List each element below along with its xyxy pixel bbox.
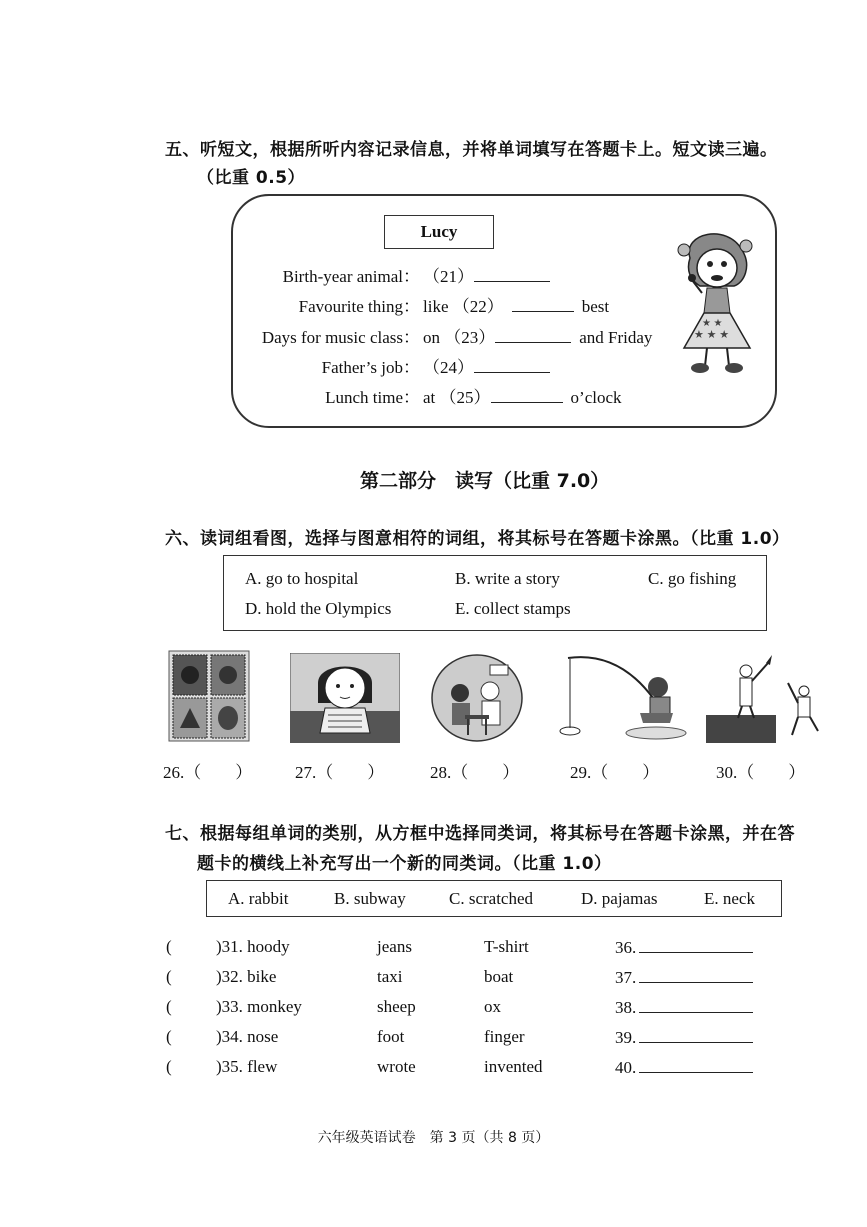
page-footer: 六年级英语试卷 第 3 页（共 8 页）	[317, 1130, 550, 1146]
girl-writing-image	[290, 653, 400, 743]
svg-text:★ ★ ★: ★ ★ ★	[694, 329, 730, 341]
option-b: B. write a story	[455, 569, 560, 588]
stamps-image	[168, 650, 250, 742]
option7-e: E. neck	[704, 889, 755, 908]
row-22: like （22） best	[423, 297, 610, 316]
section7-heading-line2: 题卡的横线上补充写出一个新的同类词。（比重 1.0）	[197, 854, 612, 874]
row-label-22: Favourite thing：	[298, 297, 420, 316]
row-23: on （23） and Friday	[423, 328, 653, 347]
girl-singing-icon	[672, 228, 762, 378]
answer-27: 27.（ ）	[295, 763, 385, 782]
answer-26: 26.（ ）	[163, 763, 253, 782]
section5-weight: （比重 0.5）	[197, 168, 306, 188]
row-label-21: Birth-year animal：	[282, 267, 420, 286]
section6-heading: 六、读词组看图，选择与图意相符的词组，将其标号在答题卡涂黑。（比重 1.0）	[165, 529, 790, 549]
option-d: D. hold the Olympics	[245, 599, 392, 618]
part2-title: 第二部分 读写（比重 7.0）	[360, 470, 610, 492]
option7-a: A. rabbit	[228, 889, 289, 908]
svg-text:★ ★: ★ ★	[702, 318, 723, 329]
row-21: （21）	[423, 262, 550, 287]
row-24: （24）	[423, 353, 550, 378]
option-e: E. collect stamps	[455, 599, 571, 618]
section6-option-box	[223, 555, 767, 631]
option7-c: C. scratched	[449, 889, 534, 908]
olympics-image	[706, 653, 824, 743]
option7-b: B. subway	[334, 889, 406, 908]
option-a: A. go to hospital	[245, 569, 359, 588]
row-label-23: Days for music class：	[261, 328, 420, 347]
answer-29: 29.（ ）	[570, 763, 660, 782]
row-25: at （25） o’clock	[423, 388, 622, 407]
option7-d: D. pajamas	[581, 889, 658, 908]
answer-30: 30.（ ）	[716, 763, 806, 782]
answer-28: 28.（ ）	[430, 763, 520, 782]
section7-heading-line1: 七、根据每组单词的类别，从方框中选择同类词，将其标号在答题卡涂黑，并在答	[165, 824, 795, 844]
section5-heading: 五、听短文，根据所听内容记录信息，并将单词填写在答题卡上。短文读三遍。	[165, 140, 778, 160]
row-label-24: Father’s job：	[321, 358, 420, 377]
option-c: C. go fishing	[648, 569, 737, 588]
card-title: Lucy	[384, 215, 494, 249]
fishing-image	[558, 653, 688, 743]
row-label-25: Lunch time：	[325, 388, 420, 407]
hospital-image	[430, 653, 525, 743]
